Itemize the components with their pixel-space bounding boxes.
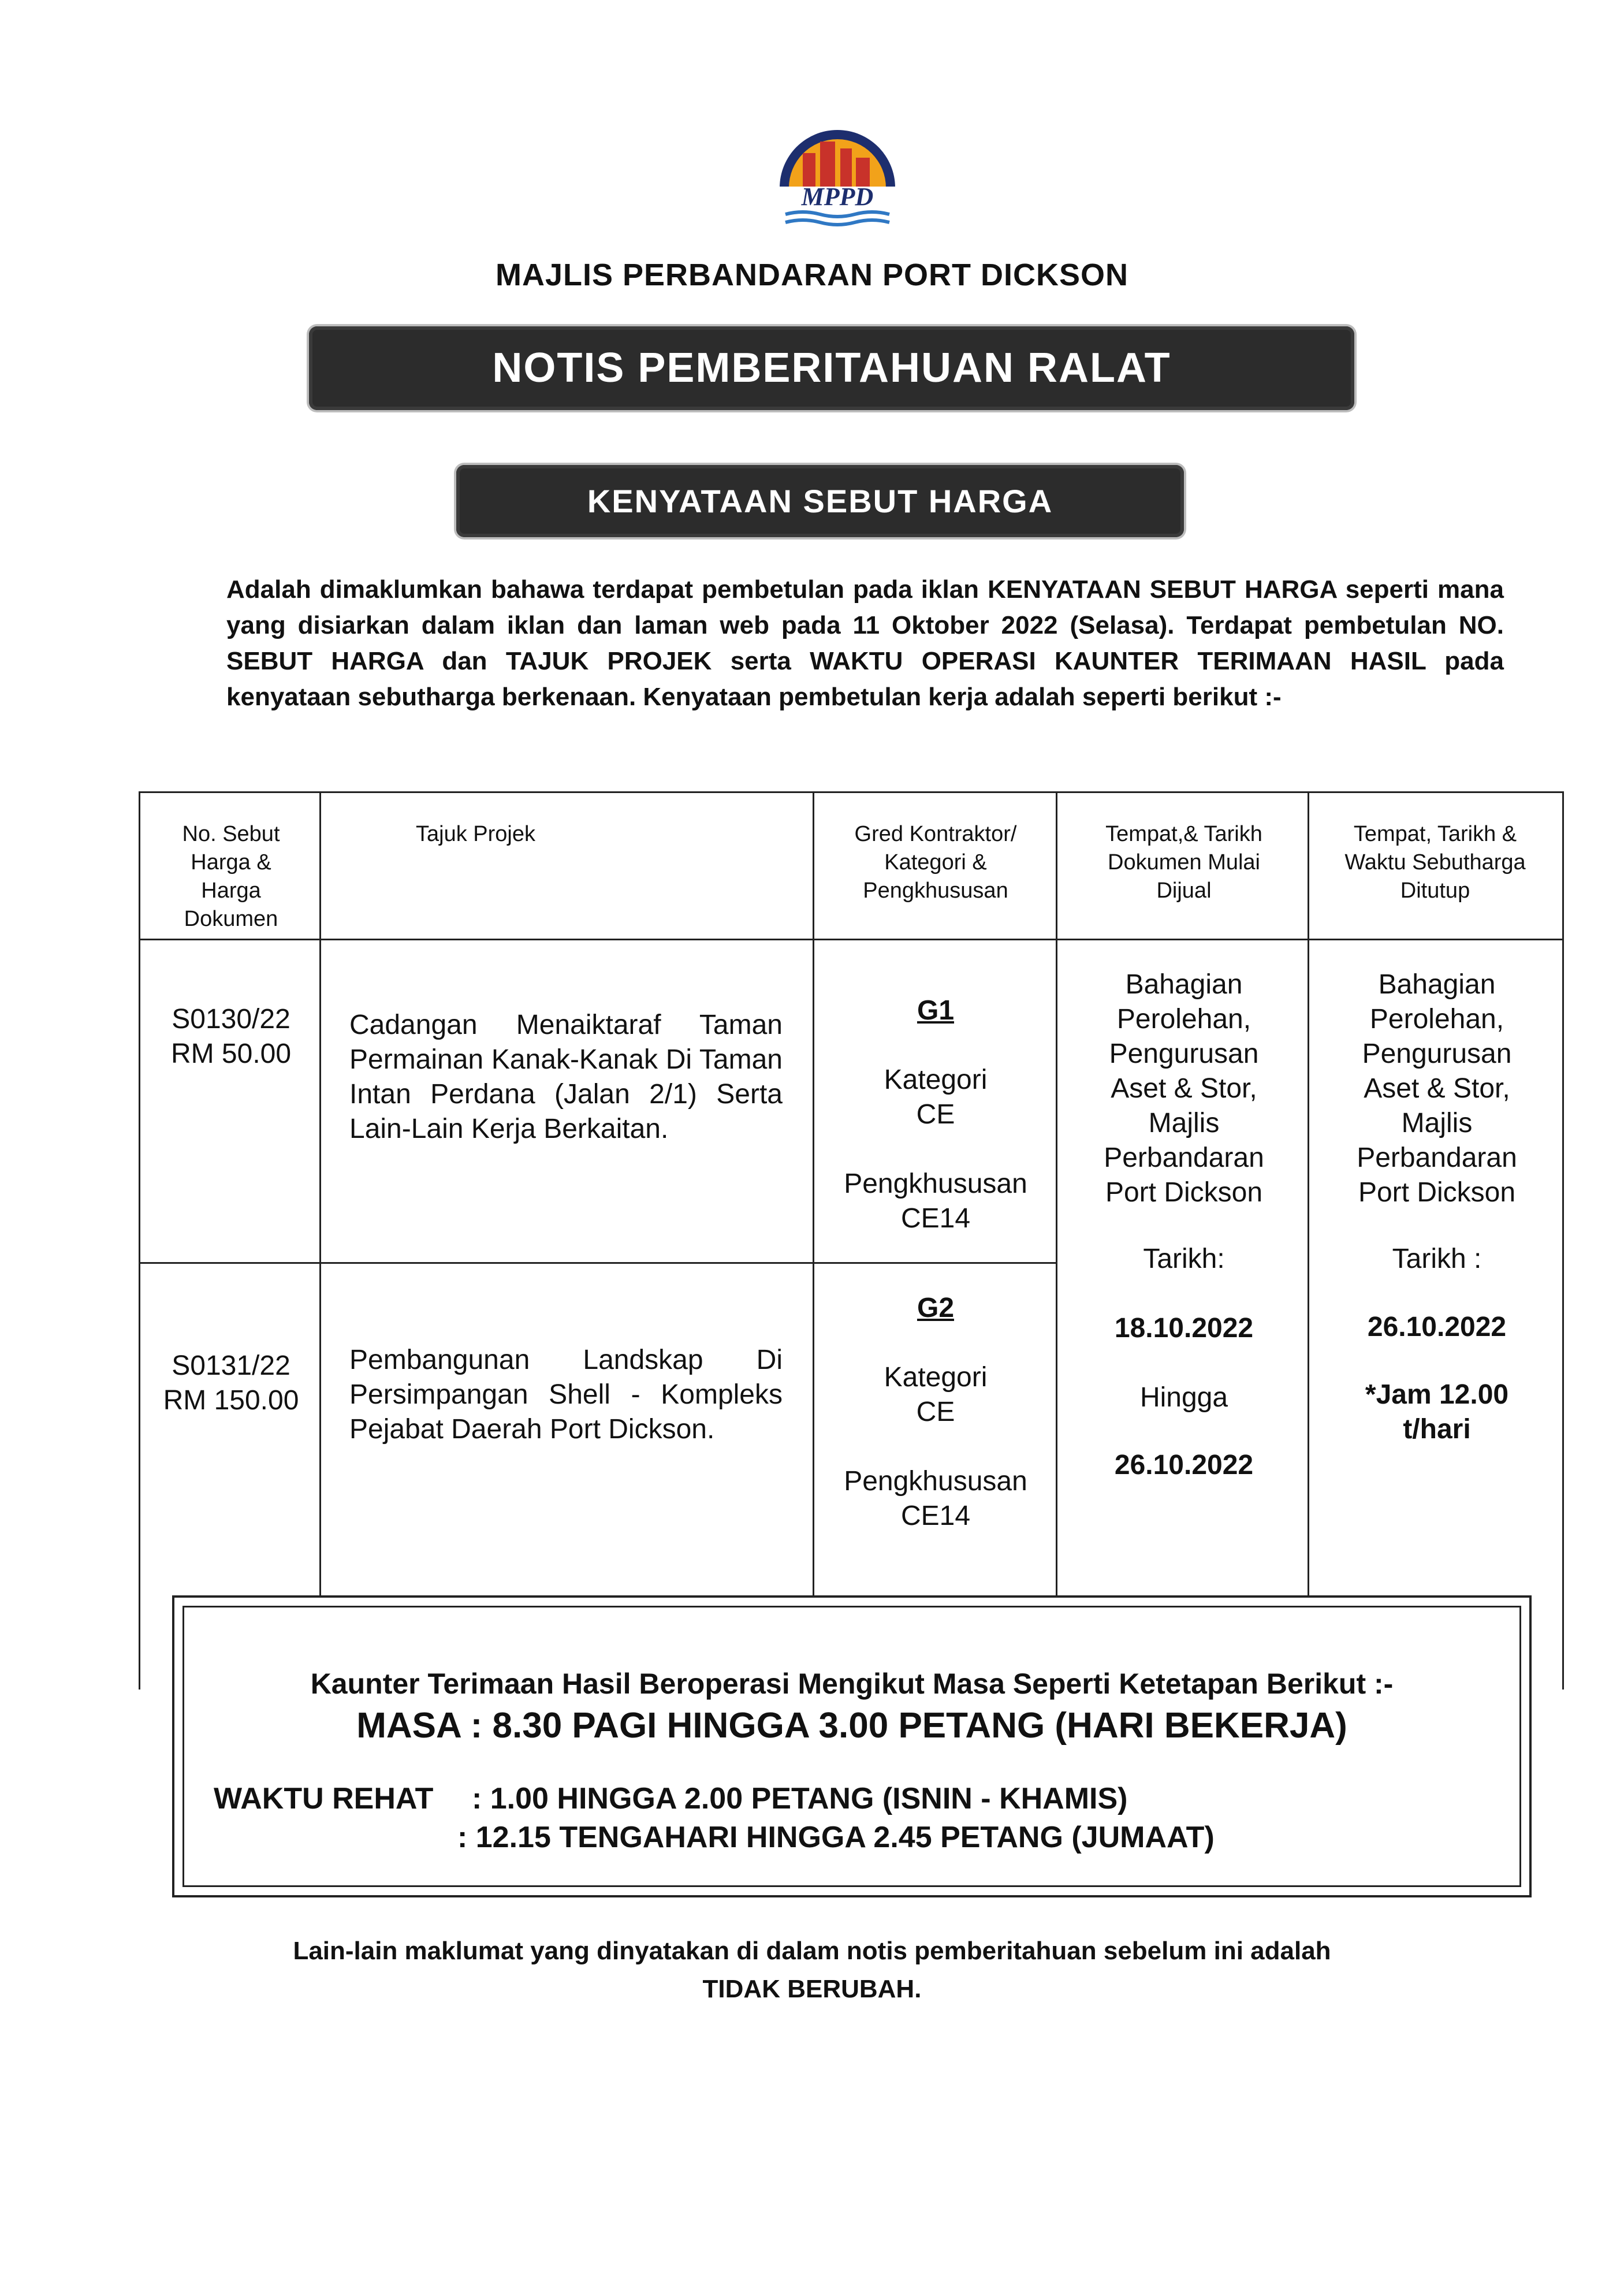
header-gred: Gred Kontraktor/ Kategori & Pengkhususan: [854, 822, 1017, 903]
row2-kategori: CE: [916, 1397, 955, 1427]
jual-tarikh-label: Tarikh:: [1143, 1244, 1225, 1274]
footer-line1: Lain-lain maklumat yang dinyatakan di dalam notis pemberitahuan sebelum ini adalah: [293, 1937, 1331, 1965]
council-name: MAJLIS PERBANDARAN PORT DICKSON: [495, 258, 1129, 292]
row1-tajuk: Cadangan Menaiktaraf Taman Permainan Kanak-Kanak Di Taman Intan Perdana (Jalan 2/1) Serta Lain-Lain Kerja Berkaitan.: [349, 1010, 783, 1144]
intro-paragraph: Adalah dimaklumkan bahawa terdapat pembetulan pada iklan KENYATAAN SEBUT HARGA seperti mana yang disiarkan dalam iklan dan laman web pada 11 Oktober 2022 (Selasa). Terdapat pembetulan NO. SEBUT HARGA dan TAJUK PROJEK serta WAKTU OPERASI KAUNTER TERIMAAN HASIL pada kenyataan sebutharga berkenaan. Kenyataan pembetulan kerja adalah seperti berikut :-: [226, 575, 1504, 711]
jual-tempat: Bahagian Perolehan, Pengurusan Aset & Stor, Majlis Perbandaran Port Dickson: [1104, 969, 1264, 1208]
waktu-rehat-isnin-khamis: : 1.00 HINGGA 2.00 PETANG (ISNIN - KHAMIS): [472, 1782, 1128, 1815]
kaunter-line: Kaunter Terimaan Hasil Beroperasi Mengikut Masa Seperti Ketetapan Berikut :-: [310, 1668, 1394, 1700]
masa-operasi: MASA : 8.30 PAGI HINGGA 3.00 PETANG (HARI BEKERJA): [356, 1706, 1347, 1746]
row1-kategori: CE: [916, 1099, 955, 1130]
footer-note: [0, 1932, 1624, 2008]
row2-tajuk: Pembangunan Landskap Di Persimpangan Shell - Kompleks Pejabat Daerah Port Dickson.: [349, 1345, 783, 1445]
tutup-tarikh: 26.10.2022: [1367, 1312, 1507, 1342]
row1-kategori-label: Kategori: [884, 1065, 988, 1095]
waktu-rehat-jumaat: : 12.15 TENGAHARI HINGGA 2.45 PETANG (JUMAAT): [457, 1821, 1215, 1854]
row1-no: S0130/22: [172, 1004, 290, 1034]
tutup-tempat: Bahagian Perolehan, Pengurusan Aset & Stor, Majlis Perbandaran Port Dickson: [1357, 969, 1517, 1208]
notice-title-banner: NOTIS PEMBERITAHUAN RALAT: [309, 326, 1354, 410]
footer-line2: TIDAK BERUBAH.: [702, 1975, 922, 2003]
jual-hingga-label: Hingga: [1139, 1382, 1228, 1413]
header-tempat-jual: Tempat,& Tarikh Dokumen Mulai Dijual: [1105, 822, 1262, 903]
tutup-waktu: *Jam 12.00 t/hari: [1365, 1379, 1509, 1445]
kaunter-info-box: [172, 1595, 1532, 1897]
waktu-rehat-label: WAKTU REHAT: [214, 1782, 434, 1815]
header-no-sebut-harga: No. Sebut Harga & Harga Dokumen: [182, 822, 280, 931]
row1-pengkhususan: CE14: [900, 1203, 971, 1234]
logo-text: MPPD: [801, 183, 874, 211]
tutup-tarikh-label: Tarikh :: [1392, 1244, 1482, 1274]
header-tajuk-projek: Tajuk Projek: [416, 822, 535, 846]
row2-pengkhususan: CE14: [900, 1501, 971, 1531]
row2-gred: G2: [917, 1293, 955, 1323]
row1-gred: G1: [917, 995, 955, 1026]
quotation-table: [139, 791, 1564, 1690]
row2-harga: RM 150.00: [163, 1385, 299, 1416]
row2-pengkhususan-label: Pengkhususan: [844, 1466, 1027, 1497]
row1-pengkhususan-label: Pengkhususan: [844, 1169, 1027, 1199]
row1-harga: RM 50.00: [170, 1039, 292, 1069]
header-tempat-tutup: Tempat, Tarikh & Waktu Sebutharga Ditutup: [1344, 822, 1526, 903]
jual-tarikh-dari: 18.10.2022: [1114, 1313, 1254, 1344]
row2-no: S0131/22: [172, 1350, 290, 1381]
mppd-logo: [768, 113, 907, 228]
notice-subtitle-banner: KENYATAAN SEBUT HARGA: [456, 465, 1184, 537]
row2-kategori-label: Kategori: [884, 1362, 988, 1393]
jual-tarikh-hingga: 26.10.2022: [1114, 1450, 1254, 1480]
